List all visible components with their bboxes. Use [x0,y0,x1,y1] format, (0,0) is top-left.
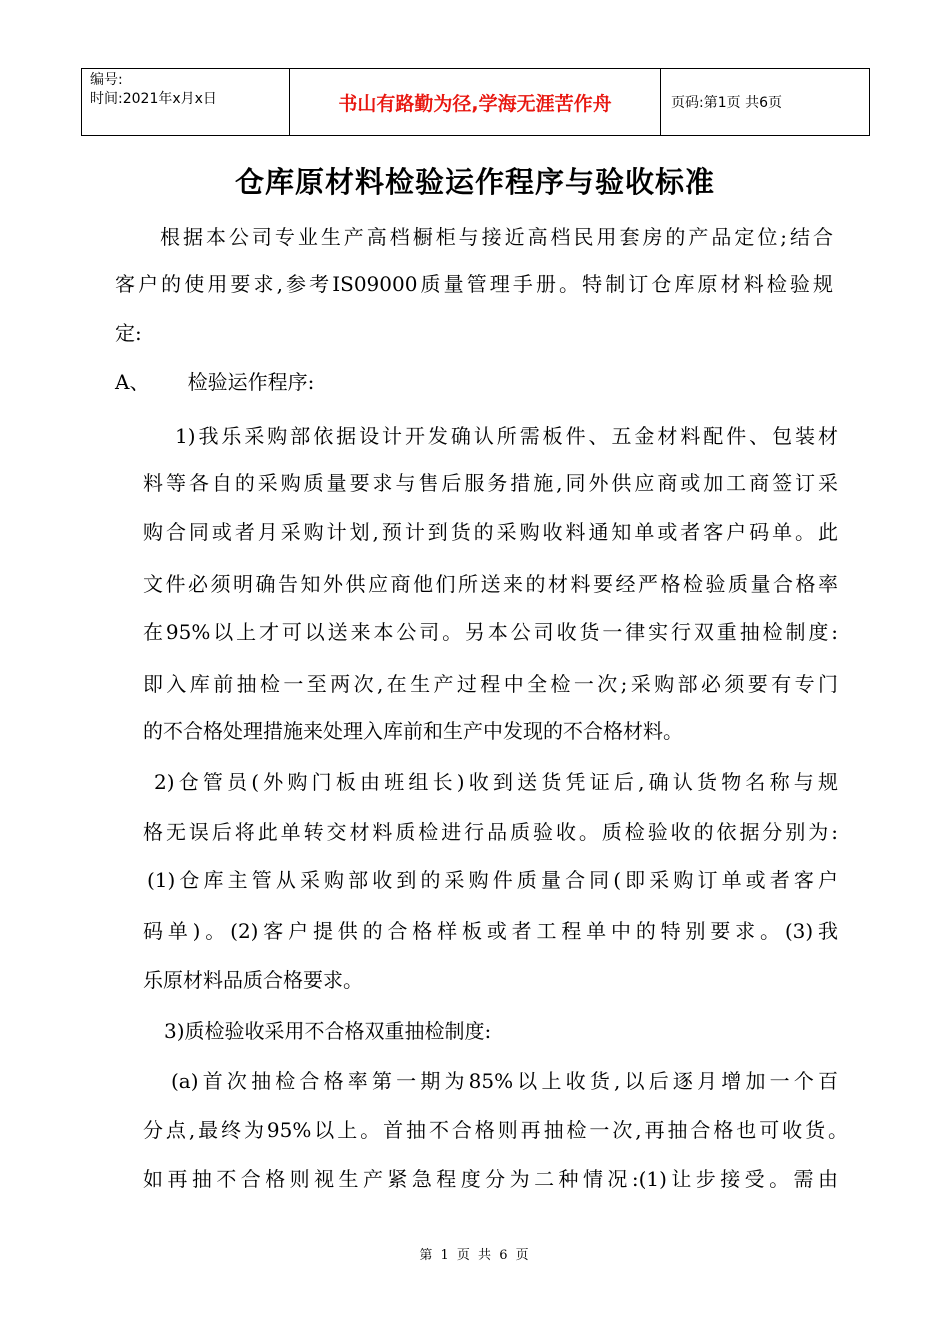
body-line: 料等各自的采购质量要求与售后服务措施,同外供应商或加工商签订采 [143,471,838,495]
body-line: 定: [115,321,142,345]
body-line: 在95%以上才可以送来本公司。另本公司收货一律实行双重抽检制度: [143,620,838,644]
body-line: 即入库前抽检一至两次,在生产过程中全检一次;采购部必须要有专门 [143,672,838,696]
body-line: 的不合格处理措施来处理入库前和生产中发现的不合格材料。 [143,719,683,743]
document-time-label: 时间:2021年x月x日 [90,91,217,107]
body-line: 文件必须明确告知外供应商他们所送来的材料要经严格检验质量合格率 [143,572,838,596]
body-line: 如再抽不合格则视生产紧急程度分为二种情况:(1)让步接受。需由 [143,1167,838,1191]
body-line: 2)仓管员(外购门板由班组长)收到送货凭证后,确认货物名称与规 [154,770,838,794]
body-line: (1)仓库主管从采购部收到的采购件质量合同(即采购订单或者客户 [147,868,838,892]
body-line: 客户的使用要求,参考IS09000质量管理手册。特制订仓库原材料检验规 [115,272,833,296]
body-line: 3)质检验收采用不合格双重抽检制度: [164,1019,492,1043]
body-line: (a)首次抽检合格率第一期为85%以上收货,以后逐月增加一个百 [171,1069,838,1093]
page-footer: 第 1 页 共 6 页 [419,1248,531,1263]
document-header [81,68,870,136]
document-title: 仓库原材料检验运作程序与验收标准 [234,165,715,199]
header-meta-cell [82,69,290,136]
body-line: 1)我乐采购部依据设计开发确认所需板件、五金材料配件、包装材 [175,424,838,448]
body-line: 分点,最终为95%以上。首抽不合格则再抽检一次,再抽合格也可收货。 [143,1118,848,1142]
body-line: 格无误后将此单转交材料质检进行品质验收。质检验收的依据分别为: [143,820,838,844]
header-page-info: 页码:第1页 共6页 [661,69,870,136]
body-line: 根据本公司专业生产高档橱柜与接近高档民用套房的产品定位;结合 [160,225,833,249]
header-motto: 书山有路勤为径,学海无涯苦作舟 [290,69,661,136]
body-line: 码单)。(2)客户提供的合格样板或者工程单中的特别要求。(3)我 [143,919,838,943]
section-heading: A、 检验运作程序: [115,370,315,394]
body-line: 乐原材料品质合格要求。 [143,968,363,992]
document-number-label: 编号: [90,72,123,88]
body-line: 购合同或者月采购计划,预计到货的采购收料通知单或者客户码单。此 [143,520,838,544]
